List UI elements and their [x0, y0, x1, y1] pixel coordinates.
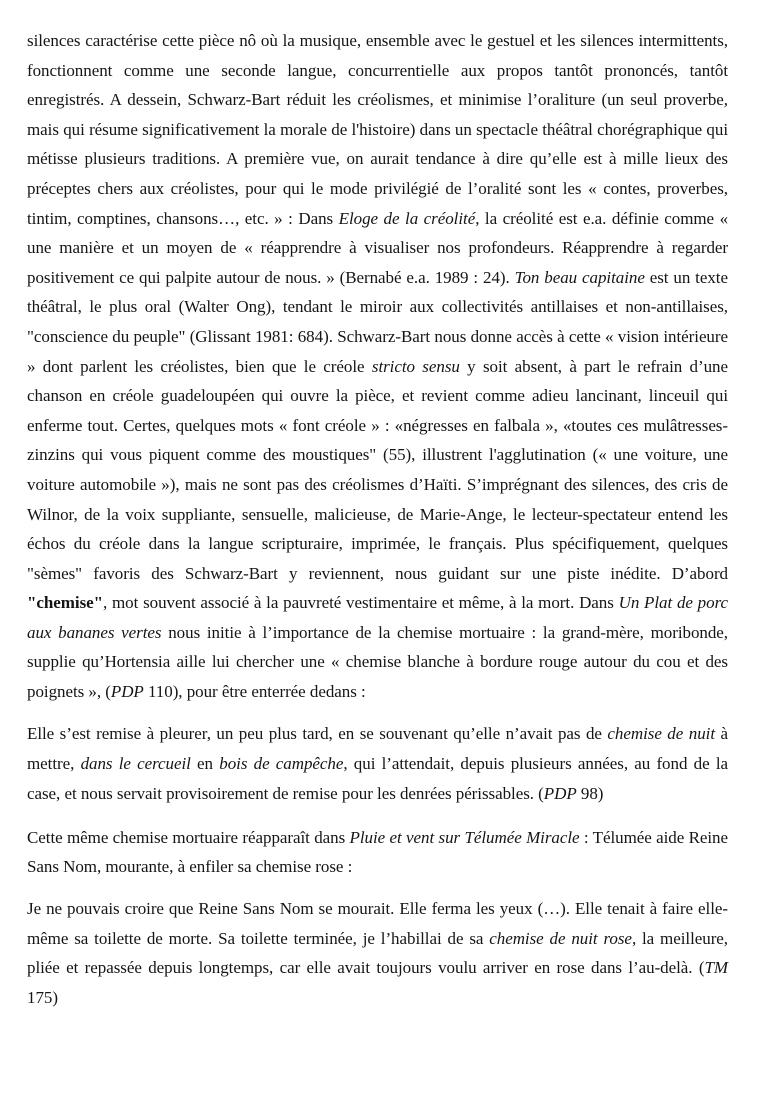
block-quote-2 — [27, 894, 728, 1012]
text-run: , mot souvent associé à la pauvreté vestimentaire et même, à la mort. Dans — [103, 593, 619, 613]
italic-text: dans le cercueil — [80, 754, 191, 774]
italic-text: TM — [704, 958, 728, 978]
text-run: en — [190, 754, 220, 774]
text-run: silences caractérise cette pièce nô où la musique, ensemble avec le gestuel et les silences intermittents, fonctionnent comme une seconde langue, concurrentielle aux propos tantôt prononcés, tantôt enregistrés. A dessein, Schwarz-Bart réduit les créolismes, et minimise l’oraliture (un seul proverbe, mais qui résume significativement la morale de l'histoire) dans un spectacle théâtral chorégraphique qui métisse plusieurs traditions. A première vue, on aurait tendance à dire qu’elle est à mille lieux des préceptes chers aux créolistes, pour qui le mode privilégié de l’oralité sont les « contes, proverbes, tintim, comptines, chansons…, etc. » : Dans — [27, 31, 728, 228]
text-run: 110), pour être enterrée dedans : — [143, 682, 366, 702]
text-run: 175) — [27, 987, 58, 1007]
text-run: y soit absent, à part le refrain d’une chanson en créole guadeloupéen qui ouvre la pièce, et revient comme adieu lancinant, linceuil qui enferme tout. Certes, quelques mots « font créole » : «négresses en falbala », «toutes ces mulâtresses-zinzins qui vous piquent comme des moustiques" (55), illustrent l'agglutination (« une voiture, une voiture automobile »), mais ne sont pas des créolismes d’Haïti. S’imprégnant des silences, des cris de Wilnor, de la voix suppliante, sensuelle, malicieuse, de Marie-Ange, le lecteur-spectateur entend les échos du créole dans la langue scripturaire, imprimée, le français. Plus spécifiquement, quelques "sèmes" favoris des Schwarz-Bart y reviennent, nous guidant sur une piste inédite. D’abord — [27, 356, 729, 583]
italic-text: Pluie et vent sur Télumée Miracle — [349, 827, 580, 847]
text-run: 98) — [576, 784, 604, 804]
italic-text: bois de campêche — [219, 754, 344, 774]
italic-text: PDP — [110, 682, 144, 702]
text-run: nous initie à l’importance de la chemise mortuaire : la grand-mère, moribonde, supplie qu’Hortensia aille lui chercher une « chemise blanche à bordure rouge autour du cou et des poignets », ( — [27, 622, 728, 702]
text-run: : Télumée aide Reine Sans Nom, mourante, à enfiler sa chemise rose : — [27, 827, 728, 877]
italic-text: Ton beau capitaine — [514, 267, 645, 287]
text-run: est un texte théâtral, le plus oral (Walter Ong), tendant le miroir aux collectivités antillaises et non-antillaises, "conscience du peuple" (Glissant 1981: 684). Schwarz-Bart nous donne accès à cette « vision intérieure » dont parlent les créolistes, bien que le créole — [27, 267, 728, 376]
italic-text: Eloge de la créolité — [338, 208, 476, 228]
block-quote-1 — [27, 719, 728, 810]
intro-paragraph — [27, 823, 728, 882]
text-run: Cette même chemise mortuaire réapparaît dans — [27, 827, 350, 847]
text-run: , la meilleure, pliée et repassée depuis longtemps, car elle avait toujours voulu arriver en rose dans l’au-delà. ( — [27, 928, 728, 978]
italic-text: chemise de nuit — [607, 723, 715, 743]
text-run: Je ne pouvais croire que Reine Sans Nom se mourait. Elle ferma les yeux (…). Elle tenait à faire elle-même sa toilette de morte. Sa toilette terminée, je l’habillai de sa — [27, 899, 728, 948]
text-run: à mettre, — [27, 723, 728, 774]
italic-text: PDP — [543, 784, 577, 804]
main-paragraph — [27, 26, 728, 707]
italic-text: stricto sensu — [371, 356, 460, 376]
text-run: , la créolité est e.a. définie comme « une manière et un moyen de « réapprendre à visualiser nos profondeurs. Réapprendre à regarder positivement ce qui palpite autour de nous. » (Bernabé e.a. 1989 : 24). — [27, 208, 729, 287]
text-run: Elle s’est remise à pleurer, un peu plus tard, en se souvenant qu’elle n’avait pas de — [27, 723, 608, 743]
italic-text: chemise de nuit rose — [489, 928, 632, 948]
italic-text: Un Plat de porc aux bananes vertes — [27, 593, 729, 642]
bold-text: "chemise" — [27, 593, 104, 613]
text-run: , qui l’attendait, depuis plusieurs années, au fond de la case, et nous servait provisoirement de remise pour les denrées périssables. ( — [27, 754, 728, 804]
